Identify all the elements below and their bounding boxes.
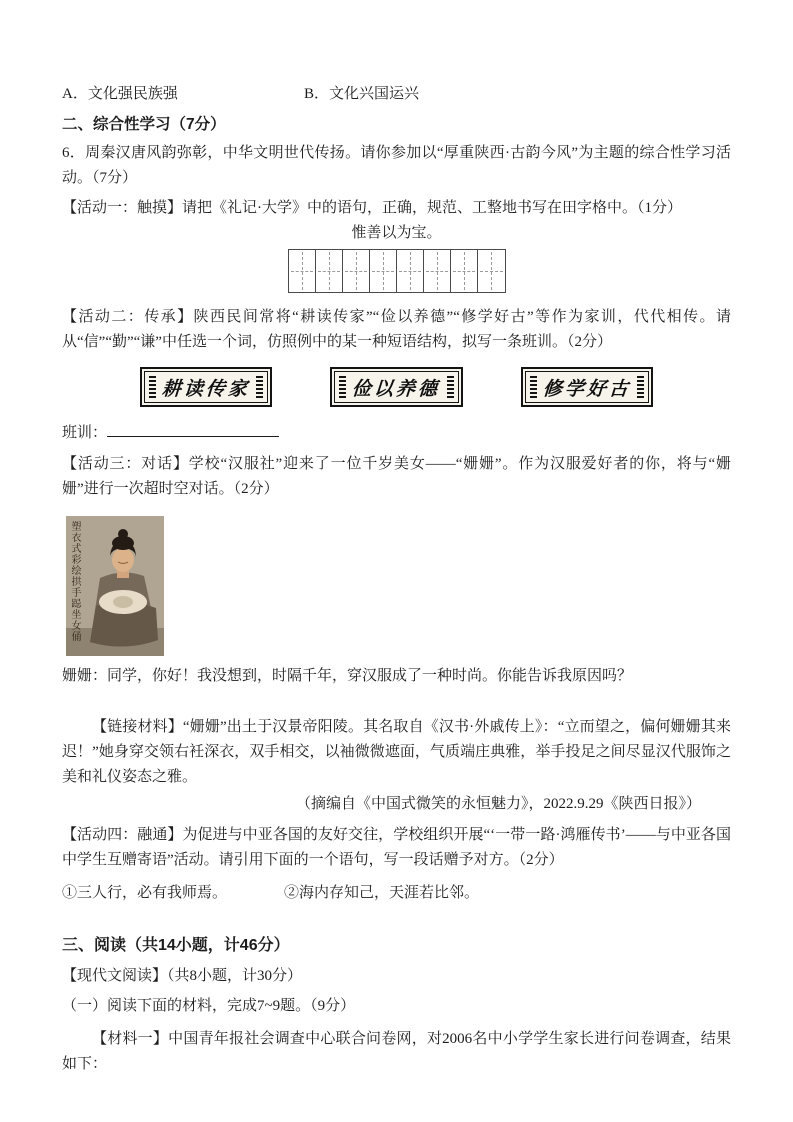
plaque-text: 俭以养德: [351, 378, 442, 400]
quote-options-row: [62, 881, 731, 906]
activity-2-instruction: 【活动二：传承】陕西民间常将“耕读传家”“俭以养德”“修学好古”等作为家训，代代相传。请从“信”“勤”“谦”中任选一个词，仿照例中的某一种短语结构，拟写一条班训。（2分）: [62, 309, 731, 350]
plaque-ornament-right: [256, 376, 263, 398]
plaque-text: 耕读传家: [161, 378, 252, 400]
banxun-answer-line: [62, 421, 731, 446]
quote-1: ①三人行，必有我师焉。: [62, 885, 228, 901]
plaque-text: 修学好古: [541, 378, 632, 400]
tianzige-cell: [316, 250, 343, 292]
shanshan-dialogue: 姗姗：同学，你好！我没想到，时隔千年，穿汉服成了一种时尚。你能告诉我原因吗？: [62, 668, 633, 684]
material-1-intro: 【材料一】中国青年报社会调查中心联合问卷网，对2006名中小学学生家长进行问卷调查，结果如下：: [62, 1031, 731, 1072]
tianzige-cell: [397, 250, 424, 292]
reading-part-1: （一）阅读下面的材料，完成7~9题。（9分）: [62, 998, 356, 1014]
quote-2: ②海内存知己，天涯若比邻。: [284, 885, 480, 901]
modern-reading-heading: 【现代文阅读】（共8小题，计30分）: [62, 968, 303, 984]
choice-options-row: [62, 84, 731, 104]
activity-4-instruction: 【活动四：融通】为促进与中亚各国的友好交往，学校组织开展“‘一带一路·鸿雁传书’——与中亚各国中学生互赠寄语”活动。请引用下面的一个语句，写一段话赠予对方。（2分）: [62, 827, 731, 868]
plaque-ornament-left: [530, 376, 537, 398]
plaque-ornament-right: [447, 376, 454, 398]
option-a: A．文化强民族强: [62, 86, 178, 102]
figurine-caption: 塑衣式彩绘拱手跽坐女俑: [69, 521, 80, 642]
tianzige-cell: [424, 250, 451, 292]
copy-sentence: 惟善以为宝。: [351, 225, 442, 241]
plaque-xiuxue-haogu: [521, 367, 653, 407]
family-motto-plaques: [62, 367, 731, 407]
option-b: B．文化兴国运兴: [304, 86, 420, 102]
tianzige-cell: [451, 250, 478, 292]
question-6: 6．周秦汉唐风韵弥彰，中华文明世代传扬。请你参加以“厚重陕西·古韵今风”为主题的综合性学习活动。（7分）: [62, 145, 731, 186]
plaque-gengdu-chuanjia: [140, 367, 272, 407]
answer-blank: [107, 422, 279, 437]
plaque-ornament-left: [339, 376, 346, 398]
link-material: 【链接材料】“姗姗”出土于汉景帝阳陵。其名取自《汉书·外戚传上》：“立而望之，偏何姗姗其来迟！”她身穿交领右衽深衣，双手相交，以袖微微遮面，气质端庄典雅，举手投足之间尽显汉代服饰之美和礼仪姿态之雅。: [62, 719, 731, 785]
section-2-heading: 二、综合性学习（7分）: [62, 116, 226, 133]
tianzige-cell: [370, 250, 397, 292]
figurine-illustration: [66, 516, 164, 656]
plaque-ornament-right: [637, 376, 644, 398]
figurine-photo: [66, 516, 164, 656]
plaque-jian-yi-yang-de: [330, 367, 462, 407]
banxun-label: 班训：: [62, 425, 108, 441]
link-material-source: （摘编自《中国式微笑的永恒魅力》，2022.9.29《陕西日报》）: [295, 796, 701, 812]
activity-1-instruction: 【活动一：触摸】请把《礼记·大学》中的语句，正确，规范、工整地书写在田字格中。（1分）: [62, 200, 682, 216]
section-3-heading: 三、阅读（共14小题，计46分）: [62, 937, 290, 954]
writing-grid: [288, 249, 506, 293]
tianzige-cell: [289, 250, 316, 292]
plaque-ornament-left: [149, 376, 156, 398]
activity-3-instruction: 【活动三：对话】学校“汉服社”迎来了一位千岁美女——“姗姗”。作为汉服爱好者的你，将与“姗姗”进行一次超时空对话。（2分）: [62, 456, 731, 497]
tianzige-cell: [343, 250, 370, 292]
tianzige-cell: [478, 250, 505, 292]
